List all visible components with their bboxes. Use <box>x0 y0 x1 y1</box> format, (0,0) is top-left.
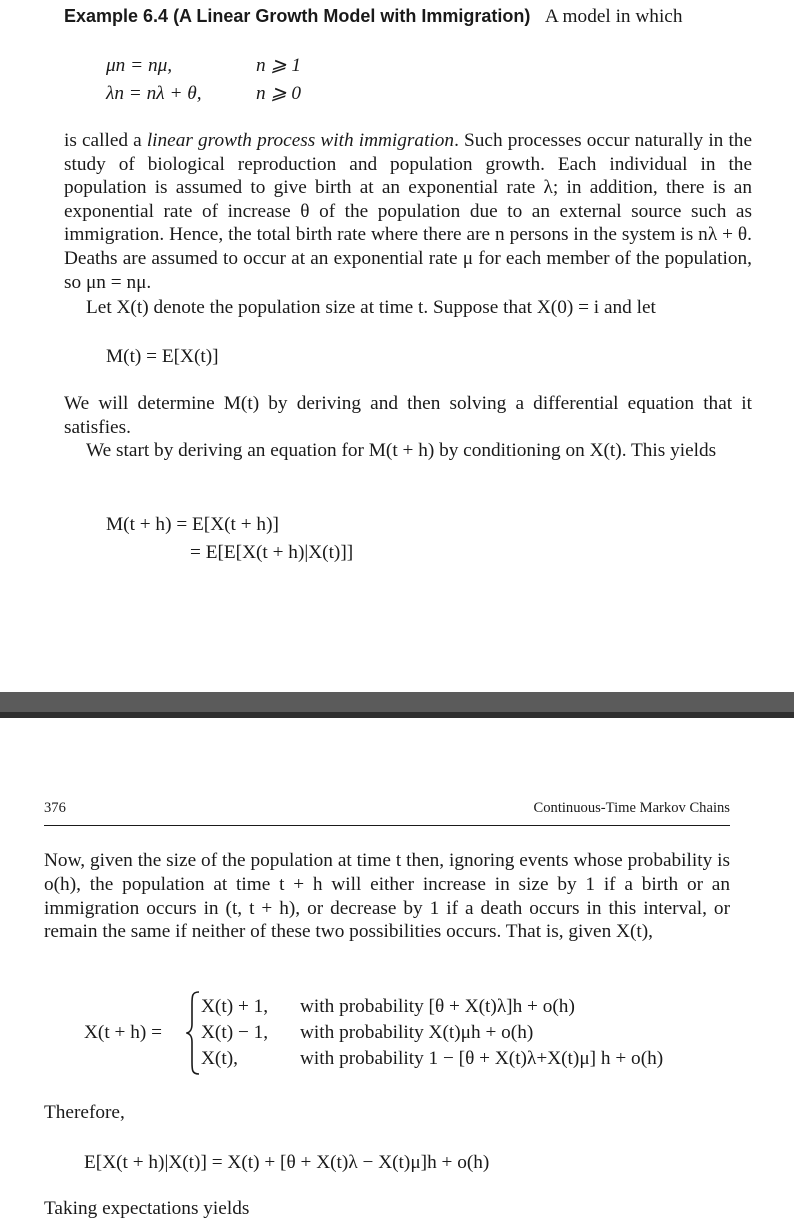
paragraph-determine <box>64 392 752 439</box>
case-prob-death: with probability X(t)μh + o(h) <box>300 1022 534 1043</box>
para4-text: We start by deriving an equation for M(t + h) by conditioning on X(t). This yields <box>86 440 717 461</box>
case-prob-birth: with probability [θ + X(t)λ]h + o(h) <box>300 996 575 1017</box>
para3-text: We will determine M(t) by deriving and then solving a differential equation that it satisfies. <box>64 393 752 438</box>
paragraph-let <box>64 296 752 320</box>
model-eq-lambda-cond: n ⩾ 0 <box>256 83 302 104</box>
conditioning-eq-line2: = E[E[X(t + h)|X(t)]] <box>190 542 354 563</box>
running-title: Continuous-Time Markov Chains <box>533 800 730 816</box>
example-heading <box>64 4 764 29</box>
case-value-death: X(t) − 1, <box>201 1022 269 1043</box>
taking-expectations-label: Taking expectations yields <box>44 1198 250 1219</box>
model-eq-mu: μn = nμ, <box>106 55 173 76</box>
case-prob-same: with probability 1 − [θ + X(t)λ+X(t)μ] h + o(h) <box>300 1048 664 1069</box>
bottom-para1-text: Now, given the size of the population at time t then, ignoring events whose probability is o(h), the population at time t + h will either increase in size by 1 if a birth or an immigration occurs in (t, t + h), or decrease by 1 if a death occurs in this interval, or remain the same if neither of these two possibilities occurs. That is, given X(t), <box>44 850 730 943</box>
header-rule <box>44 825 730 826</box>
model-eq-lambda: λn = nλ + θ, <box>106 83 202 104</box>
cases-lhs: X(t + h) = <box>84 1022 162 1043</box>
case-value-same: X(t), <box>201 1048 238 1069</box>
para2-text: Let X(t) denote the population size at time t. Suppose that X(0) = i and let <box>86 297 656 318</box>
para1-start: is called a <box>64 130 147 151</box>
mean-definition: M(t) = E[X(t)] <box>106 346 219 367</box>
left-brace <box>186 990 200 1076</box>
conditioning-eq-line1: M(t + h) = E[X(t + h)] <box>106 514 279 535</box>
para1-rest: . Such processes occur naturally in the study of biological reproduction and population growth. Each individual in the population is assumed to give birth at an exponential rate λ; in addition, there is an exponential rate of increase θ of the population due to an external source such as immigration. Hence, the total birth rate where there are n persons in the system is nλ + θ. Deaths are assumed to occur at an exponential rate μ for each member of the population, so μn = nμ. <box>64 130 753 293</box>
model-eq-mu-cond: n ⩾ 1 <box>256 55 302 76</box>
paragraph-definition <box>64 129 752 294</box>
case-value-birth: X(t) + 1, <box>201 996 269 1017</box>
paragraph-given-size <box>44 849 730 944</box>
running-head <box>44 800 730 817</box>
example-label: Example 6.4 (A Linear Growth Model with Immigration) <box>64 6 531 26</box>
paragraph-start <box>64 439 752 463</box>
page-divider <box>0 692 794 718</box>
therefore-label: Therefore, <box>44 1102 125 1123</box>
example-intro: A model in which <box>544 6 683 27</box>
page-number: 376 <box>44 800 66 816</box>
para1-term: linear growth process with immigration <box>146 130 455 151</box>
conditional-expectation-eq: E[X(t + h)|X(t)] = X(t) + [θ + X(t)λ − X(t)μ]h + o(h) <box>84 1152 490 1173</box>
